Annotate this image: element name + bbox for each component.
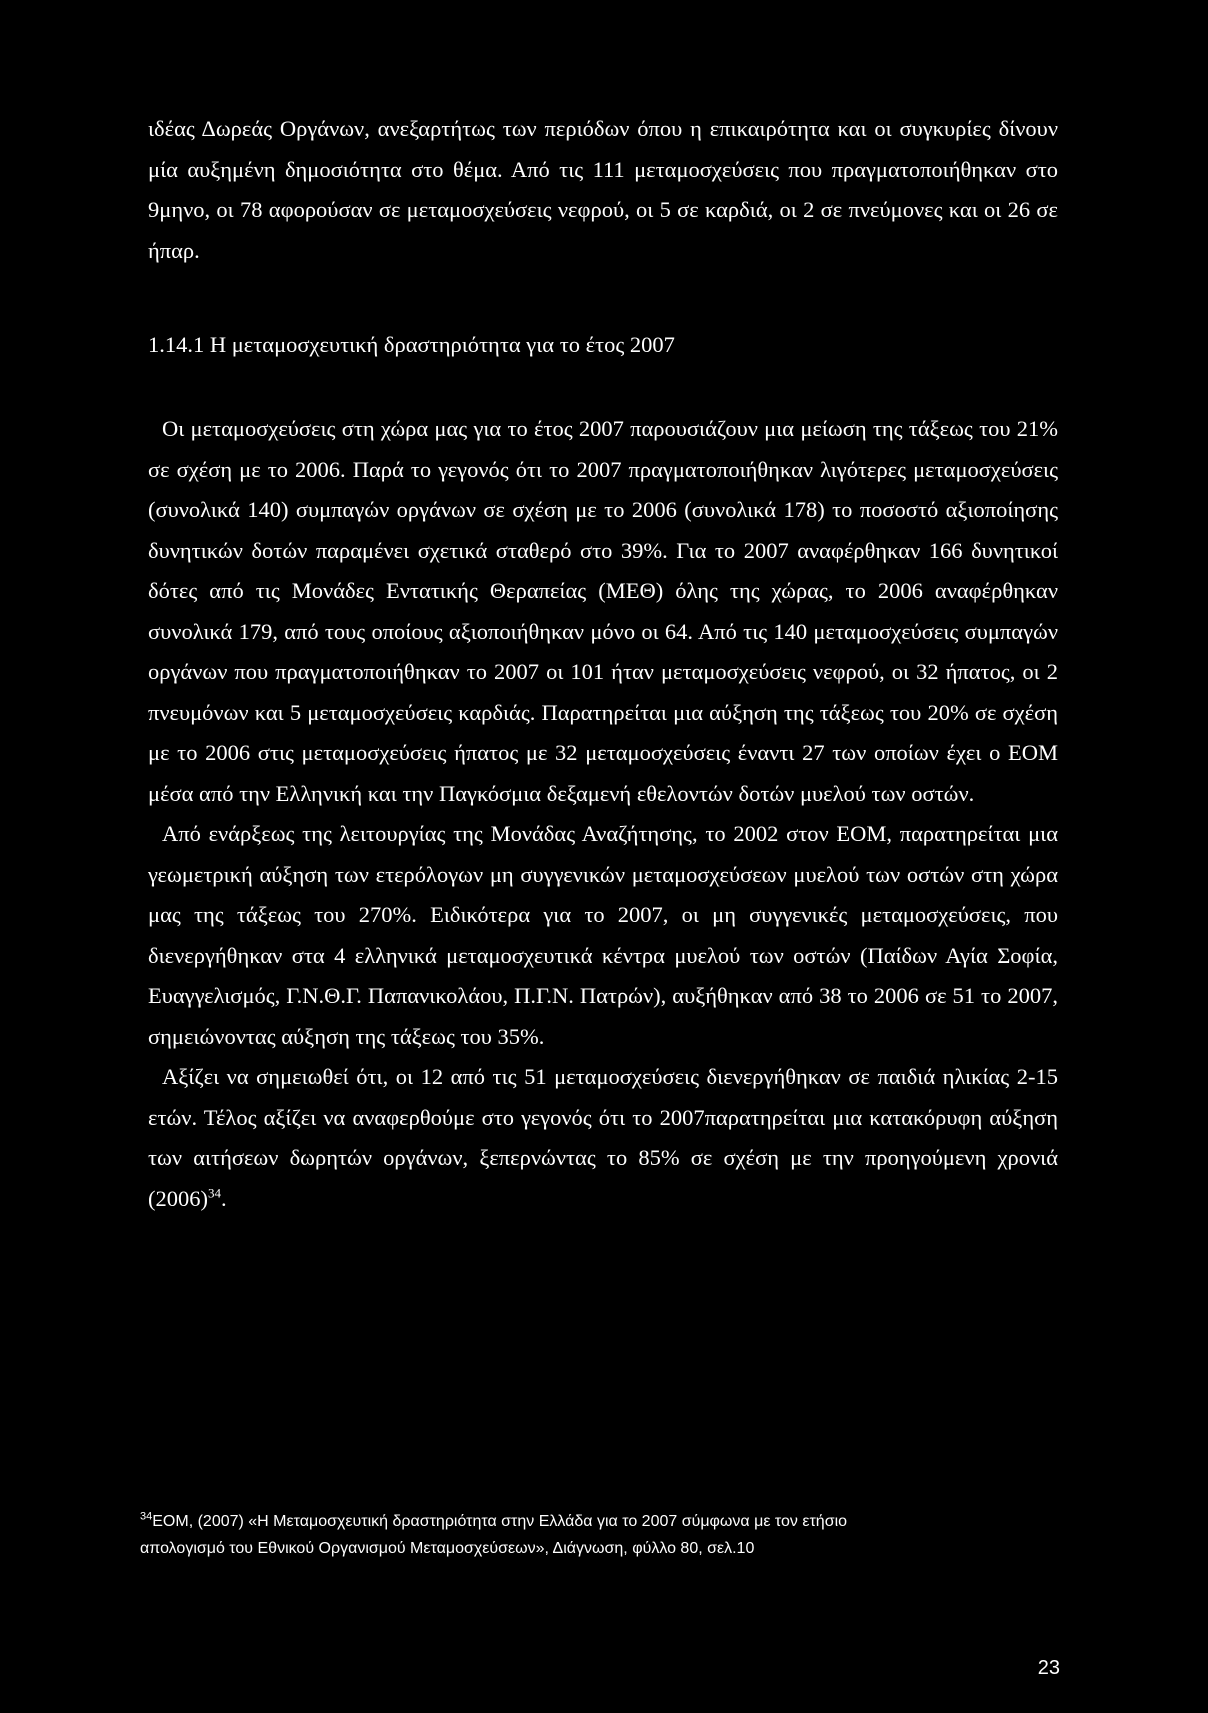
paragraph-pediatric-text: Αξίζει να σημειωθεί ότι, οι 12 από τις 51 μεταμοσχεύσεις διενεργήθηκαν σε παιδιά ηλικίας 2-15 ετών. Τέλος αξίζει να αναφερθούμε στο γεγονός ότι το 2007παρατηρείται μια κατακόρυφη αύξηση των αιτήσεων δωρητών οργάνων, ξεπερνώντας το 85% σε σχέση με την προηγούμενη χρονιά (2006) — [148, 1064, 1058, 1211]
spacer — [148, 271, 1058, 325]
paragraph-pediatric — [148, 1057, 1058, 1219]
page-number: 23 — [1037, 1657, 1060, 1679]
intro-paragraph: ιδέας Δωρεάς Οργάνων, ανεξαρτήτως των περιόδων όπου η επικαιρότητα και οι συγκυρίες δίνουν μία αυξημένη δημοσιότητα στο θέμα. Από τις 111 μεταμοσχεύσεις που πραγματοποιήθηκαν στο 9μηνο, οι 78 αφορούσαν σε μεταμοσχεύσεις νεφρού, οι 5 σε καρδιά, οι 2 σε πνεύμονες και οι 26 σε ήπαρ. — [148, 116, 1058, 263]
spacer — [148, 365, 1058, 409]
footnote-marker: 34 — [140, 1510, 153, 1523]
body-text — [148, 109, 1058, 1219]
section-heading: 1.14.1 Η μεταμοσχευτική δραστηριότητα για το έτος 2007 — [148, 332, 675, 357]
footnote-reference: 34 — [208, 1185, 221, 1200]
paragraph-2007-activity: Οι μεταμοσχεύσεις στη χώρα μας για το έτος 2007 παρουσιάζουν μια μείωση της τάξεως του 21% σε σχέση με το 2006. Παρά το γεγονός ότι το 2007 πραγματοποιήθηκαν λιγότερες μεταμοσχεύσεις (συνολικά 140) συμπαγών οργάνων σε σχέση με το 2006 (συνολικά 178) το ποσοστό αξιοποίησης δυνητικών δοτών παραμένει σχετικά σταθερό στο 39%. Για το 2007 αναφέρθηκαν 166 δυνητικοί δότες από τις Μονάδες Εντατικής Θεραπείας (ΜΕΘ) όλης της χώρας, το 2006 αναφέρθηκαν συνολικά 179, από τους οποίους αξιοποιήθηκαν μόνο οι 64. Από τις 140 μεταμοσχεύσεις συμπαγών οργάνων που πραγματοποιήθηκαν το 2007 οι 101 ήταν μεταμοσχεύσεις νεφρού, οι 32 ήπατος, οι 2 πνευμόνων και 5 μεταμοσχεύσεις καρδιάς. Παρατηρείται μια αύξηση της τάξεως του 20% σε σχέση με το 2006 στις μεταμοσχεύσεις ήπατος με 32 μεταμοσχεύσεις έναντι 27 των οποίων έχει ο ΕΟΜ μέσα από την Ελληνική και την Παγκόσμια δεξαμενή εθελοντών δοτών μυελού των οστών. — [148, 416, 1058, 806]
paragraph-bone-marrow: Από ενάρξεως της λειτουργίας της Μονάδας Αναζήτησης, το 2002 στον ΕΟΜ, παρατηρείται μια γεωμετρική αύξηση των ετερόλογων μη συγγενικών μεταμοσχεύσεων μυελού των οστών στη χώρα μας της τάξεως του 270%. Ειδικότερα για το 2007, οι μη συγγενικές μεταμοσχεύσεις, που διενεργήθηκαν στα 4 ελληνικά μεταμοσχευτικά κέντρα μυελού των οστών (Παίδων Αγία Σοφία, Ευαγγελισμός, Γ.Ν.Θ.Γ. Παπανικολάου, Π.Γ.Ν. Πατρών), αυξήθηκαν από 38 το 2006 σε 51 το 2007, σημειώνοντας αύξηση της τάξεως του 35%. — [148, 821, 1058, 1049]
footnote — [140, 1508, 1070, 1562]
footnote-text-1: ΕΟΜ, (2007) «Η Μεταμοσχευτική δραστηριότητα στην Ελλάδα για το 2007 σύμφωνα με τον ετήσιο — [152, 1513, 848, 1530]
footnote-line-2: απολογισμό του Εθνικού Οργανισμού Μεταμοσχεύσεων», Διάγνωση, φύλλο 80, σελ.10 — [140, 1540, 755, 1557]
footnote-line-1 — [140, 1508, 1070, 1535]
paragraph-pediatric-end: . — [221, 1185, 227, 1211]
